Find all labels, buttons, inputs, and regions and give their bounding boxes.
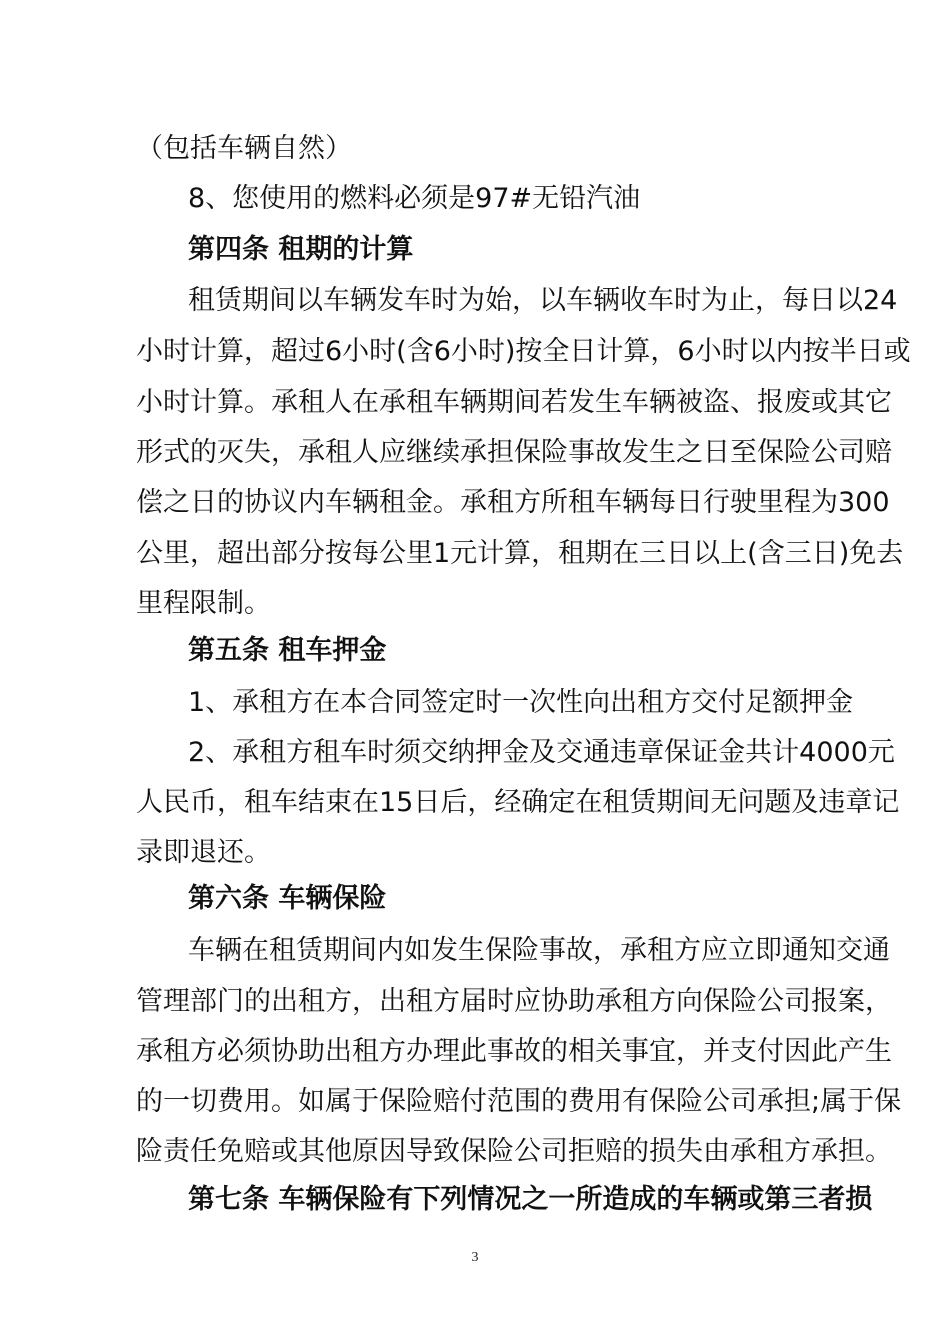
paragraph-line: 形式的灭失，承租人应继续承担保险事故发生之日至保险公司赔 [136,437,892,468]
paragraph-line: 承租方必须协助出租方办理此事故的相关事宜，并支付因此产生 [136,1036,892,1067]
paragraph-line: 车辆在租赁期间内如发生保险事故，承租方应立即通知交通 [188,935,890,966]
paragraph-line: 2、承租方租车时须交纳押金及交通违章保证金共计4000元 [188,737,895,768]
paragraph-line: 里程限制。 [136,588,271,619]
paragraph-line: 的一切费用。如属于保险赔付范围的费用有保险公司承担;属于保 [136,1086,902,1117]
section-heading-4: 第四条 租期的计算 [188,234,414,265]
paragraph-line: 录即退还。 [136,837,271,868]
page-number: 3 [471,1250,479,1265]
paragraph-line: 偿之日的协议内车辆租金。承租方所租车辆每日行驶里程为300 [136,487,890,518]
paragraph-line: 租赁期间以车辆发车时为始，以车辆收车时为止，每日以24 [188,285,898,316]
paragraph-line: 小时计算。承租人在承租车辆期间若发生车辆被盗、报废或其它 [136,387,892,418]
paragraph-line: 公里，超出部分按每公里1元计算，租期在三日以上(含三日)免去 [136,538,904,569]
paragraph-line: 险责任免赔或其他原因导致保险公司拒赔的损失由承租方承担。 [136,1136,892,1167]
paragraph-line: 管理部门的出租方，出租方届时应协助承租方向保险公司报案， [136,986,892,1017]
section-heading-6: 第六条 车辆保险 [188,883,387,914]
section-heading-5: 第五条 租车押金 [188,635,387,666]
paragraph-line: 人民币，租车结束在15日后，经确定在租赁期间无问题及违章记 [136,787,900,818]
paragraph-line: 小时计算，超过6小时(含6小时)按全日计算，6小时以内按半日或 [136,336,911,367]
paragraph-line: 1、承租方在本合同签定时一次性向出租方交付足额押金 [188,687,854,718]
text-line-2: 8、您使用的燃料必须是97#无铅汽油 [188,183,641,214]
section-heading-7: 第七条 车辆保险有下列情况之一所造成的车辆或第三者损 [188,1184,873,1215]
text-line-1: （包括车辆自然） [136,133,352,164]
